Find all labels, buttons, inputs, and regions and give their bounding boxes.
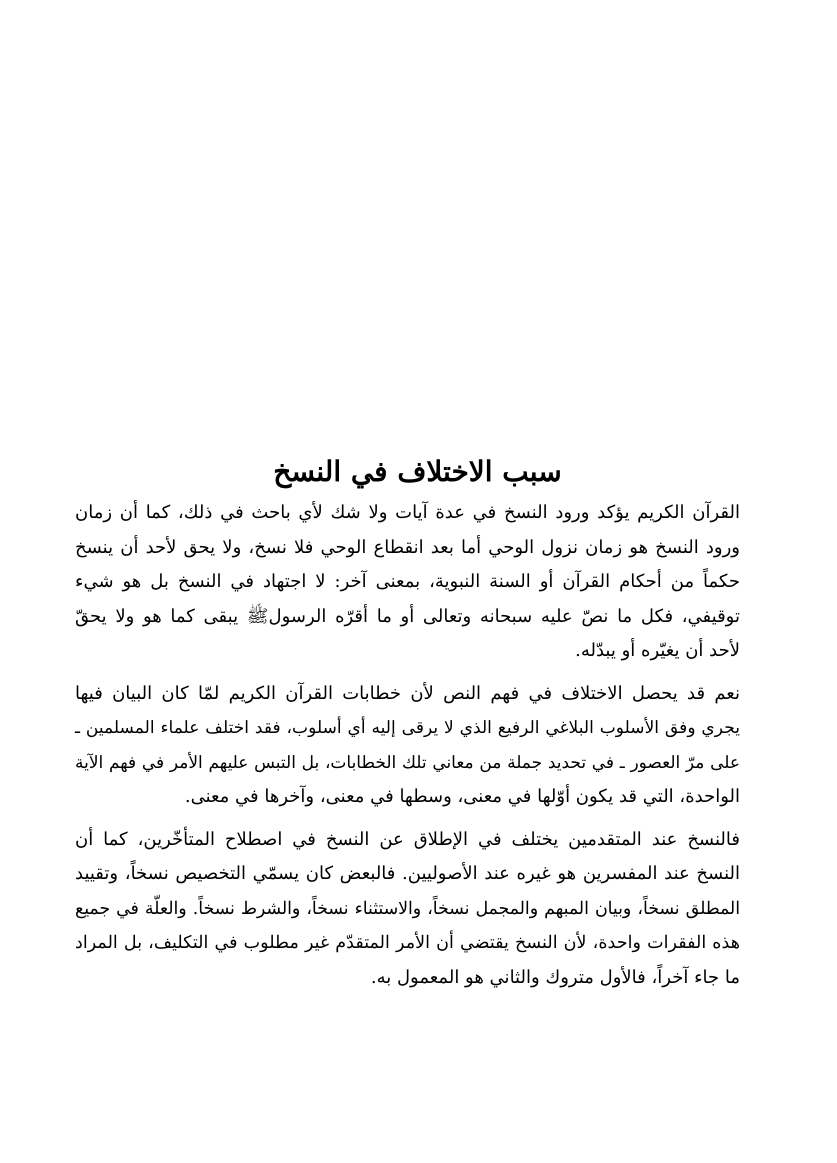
paragraph-line: هذه الفقرات واحدة، لأن النسخ يقتضي أن الأمر المتقدّم غير مطلوب في التكليف، بل المراد [75, 933, 740, 953]
paragraph-line: حكماً من أحكام القرآن أو السنة النبوية، بمعنى آخر: لا اجتهاد في النسخ بل هو شيء [75, 571, 740, 592]
paragraph-line: على مرّ العصور ـ في تحديد جملة من معاني تلك الخطابات، بل التبس عليهم الأمر في فهم الآية [75, 752, 740, 773]
paragraph-1 [75, 496, 760, 669]
paragraph-line: توقيفي، فكل ما نصّ عليه سبحانه وتعالى أو ما أقرّه الرسولﷺ يبقى كما هو ولا يحقّ [75, 605, 740, 627]
paragraph-line: ورود النسخ هو زمان نزول الوحي أما بعد انقطاع الوحي فلا نسخ، ولا يحق لأحد أن ينسخ [75, 536, 740, 558]
section-title: سبب الاختلاف في النسخ [273, 455, 562, 488]
paragraph-line: يجري وفق الأسلوب البلاغي الرفيع الذي لا يرقى إليه أي أسلوب، فقد اختلف علماء المسلمين ـ [75, 718, 740, 738]
paragraph-line: نعم قد يحصل الاختلاف في فهم النص لأن خطابات القرآن الكريم لمّا كان البيان فيها [75, 682, 740, 704]
paragraph-line: فالنسخ عند المتقدمين يختلف في الإطلاق عن النسخ في اصطلاح المتأخّرين، كما أن [75, 828, 740, 850]
paragraph-line: الواحدة، التي قد يكون أوّلها في معنى، وسطها في معنى، وآخرها في معنى. [184, 786, 740, 807]
paragraph-line: القرآن الكريم يؤكد ورود النسخ في عدة آيات ولا شك لأي باحث في ذلك، كما أن زمان [75, 502, 740, 523]
paragraph-2 [75, 677, 760, 815]
paragraph-line: النسخ عند المفسرين هو غيره عند الأصوليين. فالبعض كان يسمّي التخصيص نسخاً، وتقييد [75, 863, 740, 884]
document-page [75, 450, 760, 1003]
paragraph-line: ما جاء آخراً، فالأول متروك والثاني هو المعمول به. [370, 966, 740, 988]
paragraph-3 [75, 823, 760, 996]
paragraph-line: لأحد أن يغيّره أو يبدّله. [575, 640, 740, 661]
paragraph-line: المطلق نسخاً، وبيان المبهم والمجمل نسخاً، والاستثناء نسخاً، والشرط نسخاً. والعلّة في جميع [75, 898, 740, 919]
